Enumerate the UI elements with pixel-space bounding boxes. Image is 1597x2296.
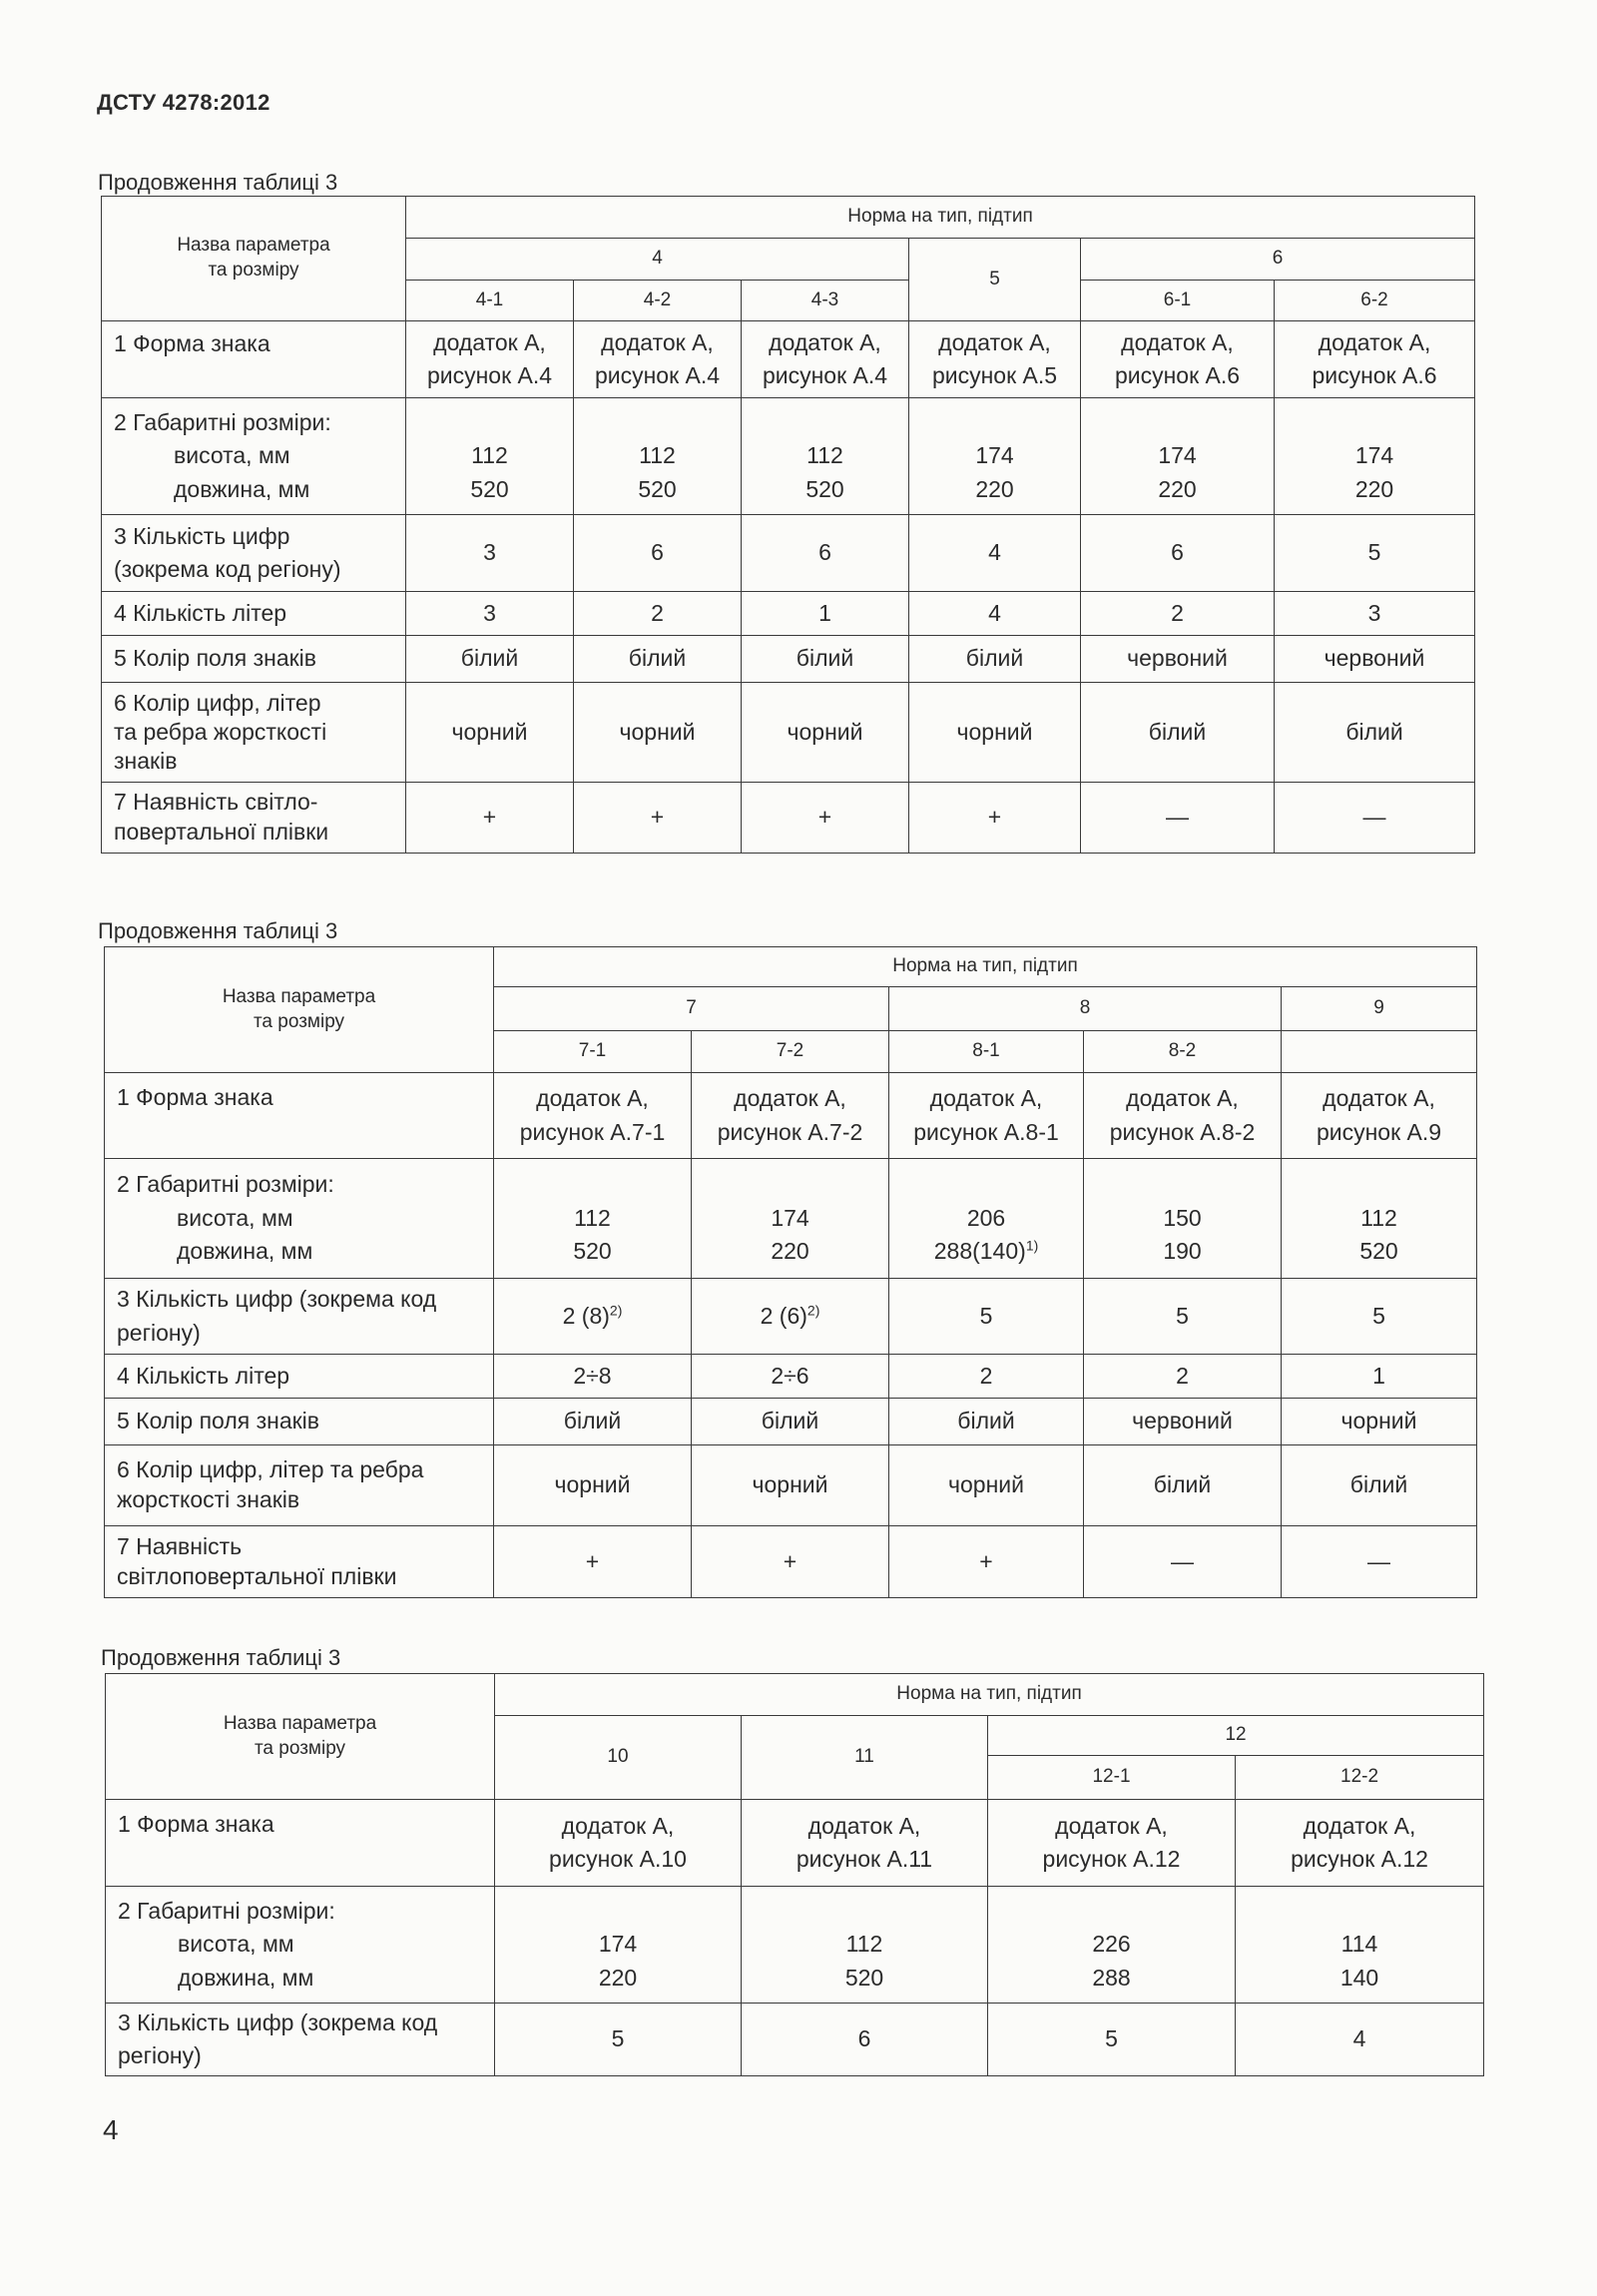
cell: 5	[1275, 515, 1475, 592]
cell: чорний	[889, 1445, 1084, 1526]
norm-header: Норма на тип, підтип	[495, 1674, 1484, 1716]
table-caption: Продовження таблиці 3	[98, 918, 338, 943]
subtype: 8-1	[889, 1031, 1084, 1073]
cell: 5	[889, 1279, 1084, 1355]
cell: —	[1084, 1526, 1282, 1598]
cell: червоний	[1084, 1399, 1282, 1445]
cell: +	[692, 1526, 889, 1598]
spec-table-1	[101, 196, 1475, 854]
cell: 6	[1081, 515, 1275, 592]
cell: 2÷6	[692, 1355, 889, 1399]
subtype: 6-2	[1275, 281, 1475, 321]
type-group: 4	[406, 239, 909, 281]
cell: 4	[1236, 2004, 1484, 2076]
type-group: 12	[988, 1716, 1484, 1756]
cell: —	[1282, 1526, 1477, 1598]
param-label: 6 Колір цифр, літер та ребра жорсткості знаків	[105, 1445, 494, 1526]
param-label: 3 Кількість цифр (зокрема код регіону)	[102, 515, 406, 592]
type-group: 10	[495, 1716, 742, 1800]
cell: +	[494, 1526, 692, 1598]
cell: додаток А, рисунок А.12	[1236, 1800, 1484, 1887]
cell: 1	[1282, 1355, 1477, 1399]
cell: додаток А, рисунок А.10	[495, 1800, 742, 1887]
cell: +	[574, 783, 742, 854]
subtype: 7-1	[494, 1031, 692, 1073]
cell: 1	[742, 592, 909, 636]
cell: 6	[742, 2004, 988, 2076]
cell: 112 520	[742, 1887, 988, 2004]
cell: +	[909, 783, 1081, 854]
cell: білий	[1275, 683, 1475, 783]
param-label: 1 Форма знака	[106, 1800, 495, 1887]
table-caption: Продовження таблиці 3	[101, 1645, 341, 1670]
param-label: 7 Наявність світлоповертальної плівки	[105, 1526, 494, 1598]
cell: 174 220	[909, 398, 1081, 515]
subtype: 12-1	[988, 1756, 1236, 1800]
type-group: 9	[1282, 987, 1477, 1031]
cell: 6	[742, 515, 909, 592]
subtype	[1282, 1031, 1477, 1073]
cell: —	[1081, 783, 1275, 854]
param-label: 2 Габаритні розміри: висота, мм довжина, мм	[106, 1887, 495, 2004]
cell: білий	[889, 1399, 1084, 1445]
table-row	[102, 636, 1475, 683]
cell: червоний	[1081, 636, 1275, 683]
cell: 2	[1084, 1355, 1282, 1399]
cell: додаток А, рисунок А.8-1	[889, 1073, 1084, 1159]
cell: червоний	[1275, 636, 1475, 683]
cell: 5	[1282, 1279, 1477, 1355]
table-row	[102, 592, 1475, 636]
table-row	[106, 2004, 1484, 2076]
cell: 2 $(8)^{2)}$	[494, 1279, 692, 1355]
table-row	[102, 321, 1475, 398]
cell: білий	[1084, 1445, 1282, 1526]
param-label: 5 Колір поля знаків	[105, 1399, 494, 1445]
cell: 4	[909, 515, 1081, 592]
table-row	[105, 1073, 1477, 1159]
param-label: 2 Габаритні розміри: висота, мм довжина, мм	[105, 1159, 494, 1279]
cell: білий	[909, 636, 1081, 683]
type-group: 8	[889, 987, 1282, 1031]
cell: +	[742, 783, 909, 854]
cell: додаток А, рисунок А.4	[574, 321, 742, 398]
cell: чорний	[574, 683, 742, 783]
cell: білий	[692, 1399, 889, 1445]
cell: додаток А, рисунок А.12	[988, 1800, 1236, 1887]
param-label: 7 Наявність світло- повертальної плівки	[102, 783, 406, 854]
param-label: 6 Колір цифр, літер та ребра жорсткості знаків	[102, 683, 406, 783]
cell: +	[889, 1526, 1084, 1598]
param-header: Назва параметра та розміру	[102, 197, 406, 321]
cell: 112 520	[494, 1159, 692, 1279]
cell: білий	[742, 636, 909, 683]
table-row	[105, 1279, 1477, 1355]
table-row	[102, 783, 1475, 854]
cell: 4	[909, 592, 1081, 636]
cell: 150 190	[1084, 1159, 1282, 1279]
table-row	[105, 1159, 1477, 1279]
cell: чорний	[494, 1445, 692, 1526]
table-row	[106, 1887, 1484, 2004]
param-label: 2 Габаритні розміри: висота, мм довжина, мм	[102, 398, 406, 515]
table-row	[102, 398, 1475, 515]
cell: 174 220	[1081, 398, 1275, 515]
cell: 112 520	[574, 398, 742, 515]
norm-header: Норма на тип, підтип	[406, 197, 1475, 239]
cell: додаток А, рисунок А.5	[909, 321, 1081, 398]
cell: додаток А, рисунок А.4	[742, 321, 909, 398]
table-row	[105, 1399, 1477, 1445]
table-row	[102, 683, 1475, 783]
param-label: 3 Кількість цифр (зокрема код регіону)	[106, 2004, 495, 2076]
type-group: 7	[494, 987, 889, 1031]
cell: білий	[494, 1399, 692, 1445]
page-number: 4	[103, 2114, 119, 2145]
subtype: 4-1	[406, 281, 574, 321]
subtype: 4-2	[574, 281, 742, 321]
cell: додаток А, рисунок А.8-2	[1084, 1073, 1282, 1159]
cell: додаток А, рисунок А.4	[406, 321, 574, 398]
subtype: 6-1	[1081, 281, 1275, 321]
cell: 6	[574, 515, 742, 592]
cell: додаток А, рисунок А.9	[1282, 1073, 1477, 1159]
cell: +	[406, 783, 574, 854]
cell: білий	[574, 636, 742, 683]
cell: 112 520	[742, 398, 909, 515]
norm-header: Норма на тип, підтип	[494, 947, 1477, 987]
param-label: 1 Форма знака	[102, 321, 406, 398]
cell: 2	[1081, 592, 1275, 636]
type-group: 5	[909, 239, 1081, 321]
cell: додаток А, рисунок А.7-1	[494, 1073, 692, 1159]
subtype: 8-2	[1084, 1031, 1282, 1073]
cell: додаток А, рисунок А.6	[1081, 321, 1275, 398]
cell: 174 220	[1275, 398, 1475, 515]
cell: білий	[1081, 683, 1275, 783]
cell: 5	[1084, 1279, 1282, 1355]
subtype: 4-3	[742, 281, 909, 321]
param-header: Назва параметра та розміру	[105, 947, 494, 1073]
table-row	[102, 515, 1475, 592]
cell: 174 220	[692, 1159, 889, 1279]
cell: 3	[406, 515, 574, 592]
cell: чорний	[909, 683, 1081, 783]
cell: 226 288	[988, 1887, 1236, 2004]
type-group: 11	[742, 1716, 988, 1800]
spec-table-2	[104, 946, 1477, 1598]
table-row	[106, 1800, 1484, 1887]
cell: додаток А, рисунок А.6	[1275, 321, 1475, 398]
cell: 2÷8	[494, 1355, 692, 1399]
cell: 112 520	[1282, 1159, 1477, 1279]
cell: 2 $(6)^{2)}$	[692, 1279, 889, 1355]
param-label: 4 Кількість літер	[105, 1355, 494, 1399]
cell: —	[1275, 783, 1475, 854]
param-label: 1 Форма знака	[105, 1073, 494, 1159]
cell: чорний	[742, 683, 909, 783]
type-group: 6	[1081, 239, 1475, 281]
cell: білий	[1282, 1445, 1477, 1526]
spec-table-3	[105, 1673, 1484, 2076]
cell: чорний	[692, 1445, 889, 1526]
cell: 112 520	[406, 398, 574, 515]
subtype: 7-2	[692, 1031, 889, 1073]
cell: 2	[889, 1355, 1084, 1399]
param-label: 4 Кількість літер	[102, 592, 406, 636]
cell: 5	[495, 2004, 742, 2076]
cell: 3	[406, 592, 574, 636]
cell: 206 $288(140)^{1)}$	[889, 1159, 1084, 1279]
cell: чорний	[406, 683, 574, 783]
cell: 114 140	[1236, 1887, 1484, 2004]
cell: 3	[1275, 592, 1475, 636]
cell: 2	[574, 592, 742, 636]
table-row	[105, 1526, 1477, 1598]
cell: додаток А, рисунок А.7-2	[692, 1073, 889, 1159]
cell: 5	[988, 2004, 1236, 2076]
document-code: ДСТУ 4278:2012	[97, 90, 270, 115]
param-header: Назва параметра та розміру	[106, 1674, 495, 1800]
table-row	[105, 1445, 1477, 1526]
cell: 174 220	[495, 1887, 742, 2004]
table-caption: Продовження таблиці 3	[98, 170, 338, 195]
param-label: 3 Кількість цифр (зокрема код регіону)	[105, 1279, 494, 1355]
table-row	[105, 1355, 1477, 1399]
subtype: 12-2	[1236, 1756, 1484, 1800]
cell: чорний	[1282, 1399, 1477, 1445]
cell: білий	[406, 636, 574, 683]
param-label: 5 Колір поля знаків	[102, 636, 406, 683]
cell: додаток А, рисунок А.11	[742, 1800, 988, 1887]
